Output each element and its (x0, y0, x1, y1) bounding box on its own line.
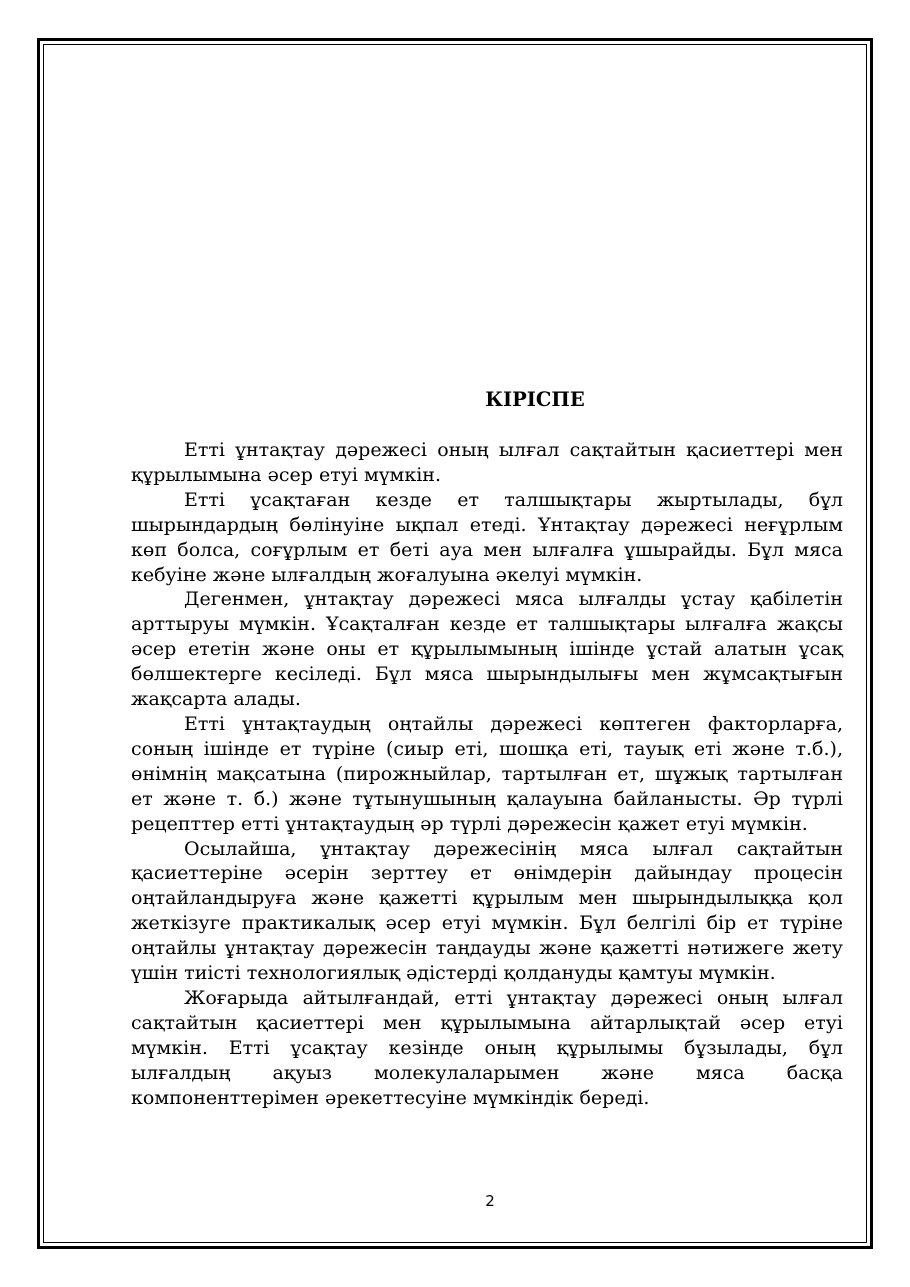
page-number: 2 (485, 1192, 495, 1210)
paragraph-4: Етті ұнтақтаудың оңтайлы дәрежесі көптеген факторларға, соның ішінде ет түріне (сиыр еті, шошқа еті, тауық еті және т.б.), өнімнің мақсатына (пирожныйлар, тартылған ет, шұжық тартылған ет және т. б.) және тұтынушының қалауына байланысты. Әр түрлі рецепттер етті ұнтақтаудың әр түрлі дәрежесін қажет етуі мүмкін. (131, 712, 843, 835)
paragraph-1: Етті ұнтақтау дәрежесі оның ылғал сақтайтын қасиеттері мен құрылымына әсер етуі мүмкін. (131, 439, 843, 486)
paragraph-5: Осылайша, ұнтақтау дәрежесінің мяса ылғал сақтайтын қасиеттеріне әсерін зерттеу ет өнімдерін дайындау процесін оңтайландыруға және қажетті құрылым мен шырындылыққа қол жеткізуге практикалық әсер етуі мүмкін. Бұл белгілі бір ет түріне оңтайлы ұнтақтау дәрежесін таңдауды және қажетті нәтижеге жету үшін тиісті технологиялық әдістерді қолдануды қамтуы мүмкін. (131, 837, 843, 985)
section-heading: КІРІСПЕ (485, 388, 585, 411)
paragraph-2: Етті ұсақтаған кезде ет талшықтары жыртылады, бұл шырындардың бөлінуіне ықпал етеді. Ұнтақтау дәрежесі неғұрлым көп болса, соғұрлым ет беті ауа мен ылғалға ұшырайды. Бұл мяса кебуіне және ылғалдың жоғалуына әкелуі мүмкін. (131, 488, 843, 586)
document-body (131, 386, 843, 1110)
heading-spacer (131, 414, 843, 438)
paragraph-6: Жоғарыда айтылғандай, етті ұнтақтау дәрежесі оның ылғал сақтайтын қасиеттері мен құрылымына айтарлықтай әсер етуі мүмкін. Етті ұсақтау кезінде оның құрылымы бұзылады, бұл ылғалдың ақуыз молекулаларымен және мяса басқа компоненттерімен әрекеттесуіне мүмкіндік береді. (131, 986, 843, 1109)
paragraph-3: Дегенмен, ұнтақтау дәрежесі мяса ылғалды ұстау қабілетін арттыруы мүмкін. Ұсақталған кезде ет талшықтары ылғалға жақсы әсер ететін және оны ет құрылымының ішінде ұстай алатын ұсақ бөлшектерге кесіледі. Бұл мяса шырындылығы мен жұмсақтығын жақсарта алады. (131, 588, 843, 711)
